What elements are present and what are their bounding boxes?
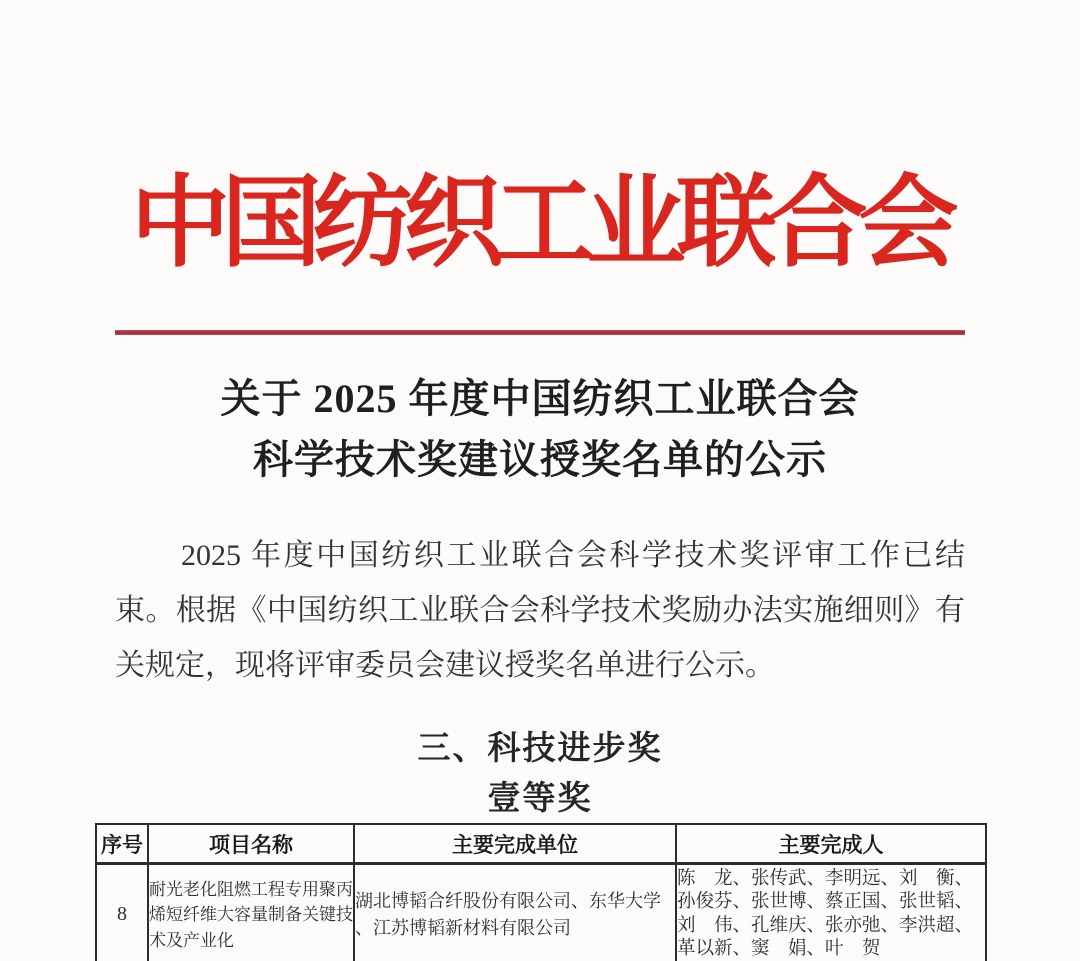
red-divider-line [115, 330, 965, 335]
header-index: 序号 [96, 824, 148, 864]
cell-project-name: 耐光老化阻燃工程专用聚丙烯短纤维大容量制备关键技术及产业化 [148, 864, 354, 961]
header-row [96, 824, 986, 864]
header-project-name: 项目名称 [148, 824, 354, 864]
body-paragraph: 2025 年度中国纺织工业联合会科学技术奖评审工作已结束。根据《中国纺织工业联合会科学技术奖励办法实施细则》有关规定，现将评审委员会建议授奖名单进行公示。 [115, 539, 965, 682]
header-main-organizations: 主要完成单位 [354, 824, 676, 864]
document-title-line-1: 关于 2025 年度中国纺织工业联合会 [220, 376, 860, 421]
awards-table-header [96, 824, 986, 864]
cell-index: 8 [96, 864, 148, 961]
document-title-line-2: 科学技术奖建议授奖名单的公示 [253, 437, 827, 482]
section-heading-science-progress-award: 三、科技进步奖 [417, 731, 663, 767]
organization-title: 中国纺织工业联合会 [130, 168, 950, 279]
cell-main-organizations: 湖北博韬合纤股份有限公司、东华大学、江苏博韬新材料有限公司 [354, 864, 676, 961]
cell-main-contributors: 陈 龙、张传武、李明远、刘 衡、孙俊芬、张世博、蔡正国、张世韬、刘 伟、孔维庆、张亦弛、李洪超、革以新、窦 娟、叶 贺 [676, 864, 986, 961]
header-main-contributors: 主要完成人 [676, 824, 986, 864]
award-grade-heading-first-prize: 壹等奖 [487, 781, 593, 817]
table-row [96, 864, 986, 961]
awards-table [95, 823, 987, 961]
document-title [0, 368, 1080, 490]
